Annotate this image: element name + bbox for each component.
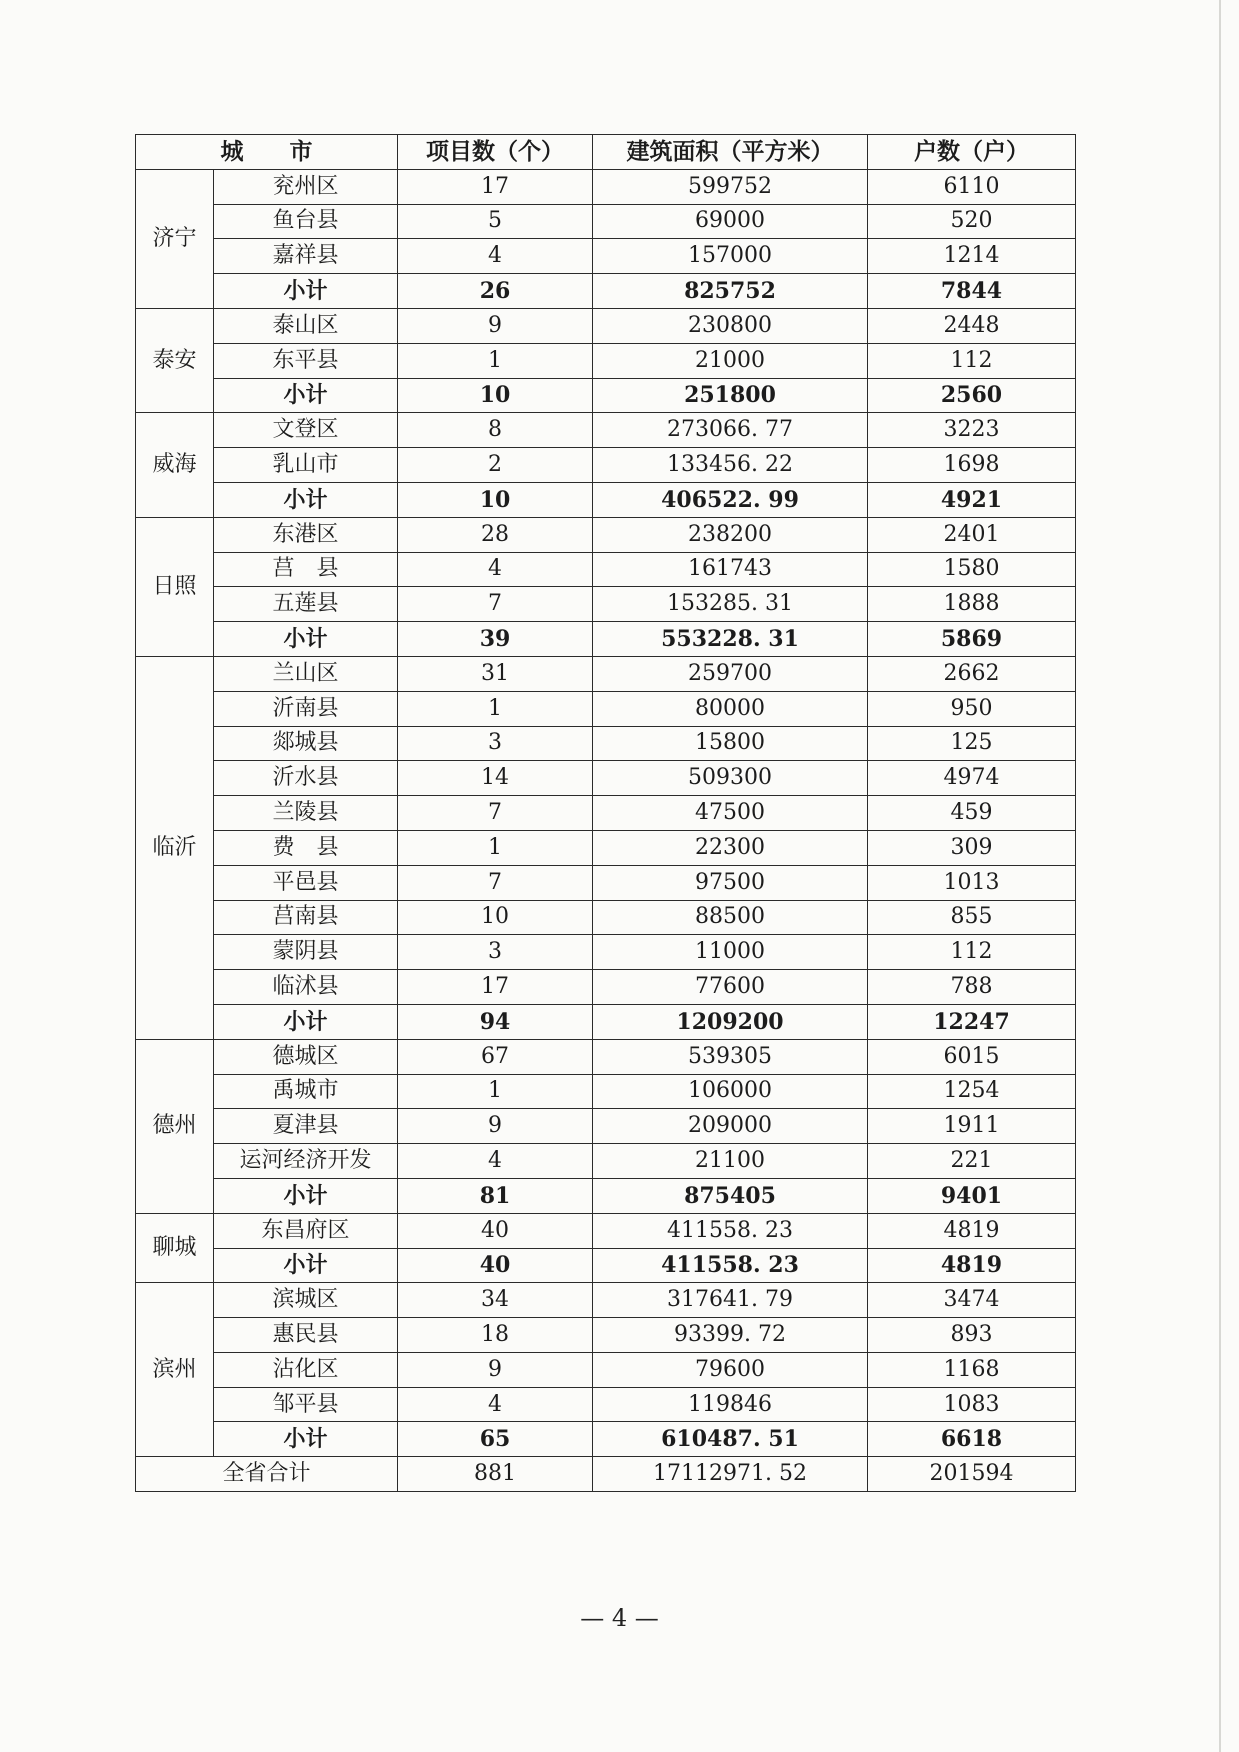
households-cell: 3474: [868, 1283, 1076, 1318]
count-cell: 26: [398, 274, 593, 309]
households-cell: 6110: [868, 169, 1076, 204]
area-cell: 599752: [593, 169, 868, 204]
count-cell: 7: [398, 865, 593, 900]
count-cell: 39: [398, 622, 593, 657]
grand-total-count: 881: [398, 1457, 593, 1492]
table-row: [136, 308, 1076, 343]
count-cell: 67: [398, 1039, 593, 1074]
households-cell: 7844: [868, 274, 1076, 309]
households-cell: 112: [868, 343, 1076, 378]
county-cell: 五莲县: [214, 587, 398, 622]
city-cell: 威海: [136, 413, 214, 517]
area-cell: 610487. 51: [593, 1422, 868, 1457]
county-cell: 文登区: [214, 413, 398, 448]
count-cell: 3: [398, 726, 593, 761]
header-count: 项目数（个）: [398, 135, 593, 170]
county-cell: 小计: [214, 482, 398, 517]
count-cell: 4: [398, 552, 593, 587]
households-cell: 1254: [868, 1074, 1076, 1109]
grand-total-households: 201594: [868, 1457, 1076, 1492]
subtotal-row: [136, 378, 1076, 413]
table-row: [136, 935, 1076, 970]
county-cell: 临沭县: [214, 970, 398, 1005]
table-row: [136, 796, 1076, 831]
table-row: [136, 169, 1076, 204]
households-cell: 1013: [868, 865, 1076, 900]
area-cell: 93399. 72: [593, 1318, 868, 1353]
subtotal-row: [136, 1422, 1076, 1457]
area-cell: 273066. 77: [593, 413, 868, 448]
area-cell: 509300: [593, 761, 868, 796]
households-cell: 520: [868, 204, 1076, 239]
area-cell: 209000: [593, 1109, 868, 1144]
table-row: [136, 656, 1076, 691]
households-cell: 1083: [868, 1387, 1076, 1422]
table-row: [136, 1318, 1076, 1353]
area-cell: 21000: [593, 343, 868, 378]
county-cell: 郯城县: [214, 726, 398, 761]
table-row: [136, 587, 1076, 622]
table-row: [136, 830, 1076, 865]
count-cell: 94: [398, 1004, 593, 1039]
area-cell: 238200: [593, 517, 868, 552]
count-cell: 1: [398, 343, 593, 378]
count-cell: 2: [398, 448, 593, 483]
subtotal-row: [136, 1178, 1076, 1213]
county-cell: 沾化区: [214, 1352, 398, 1387]
households-cell: 2662: [868, 656, 1076, 691]
county-cell: 费 县: [214, 830, 398, 865]
county-cell: 小计: [214, 378, 398, 413]
county-cell: 泰山区: [214, 308, 398, 343]
households-cell: 2448: [868, 308, 1076, 343]
county-cell: 兰山区: [214, 656, 398, 691]
households-cell: 4819: [868, 1248, 1076, 1283]
area-cell: 80000: [593, 691, 868, 726]
area-cell: 97500: [593, 865, 868, 900]
county-cell: 嘉祥县: [214, 239, 398, 274]
table-row: [136, 1213, 1076, 1248]
table-row: [136, 239, 1076, 274]
city-cell: 临沂: [136, 656, 214, 1039]
county-cell: 平邑县: [214, 865, 398, 900]
grand-total-label: 全省合计: [136, 1457, 398, 1492]
area-cell: 406522. 99: [593, 482, 868, 517]
households-cell: 1168: [868, 1352, 1076, 1387]
area-cell: 553228. 31: [593, 622, 868, 657]
count-cell: 10: [398, 900, 593, 935]
area-cell: 79600: [593, 1352, 868, 1387]
county-cell: 乳山市: [214, 448, 398, 483]
area-cell: 106000: [593, 1074, 868, 1109]
subtotal-row: [136, 622, 1076, 657]
count-cell: 18: [398, 1318, 593, 1353]
households-cell: 788: [868, 970, 1076, 1005]
households-cell: 9401: [868, 1178, 1076, 1213]
area-cell: 825752: [593, 274, 868, 309]
county-cell: 沂水县: [214, 761, 398, 796]
table-row: [136, 865, 1076, 900]
households-cell: 2401: [868, 517, 1076, 552]
count-cell: 9: [398, 308, 593, 343]
households-cell: 950: [868, 691, 1076, 726]
county-cell: 小计: [214, 274, 398, 309]
households-cell: 1580: [868, 552, 1076, 587]
count-cell: 17: [398, 970, 593, 1005]
households-cell: 221: [868, 1144, 1076, 1179]
households-cell: 1214: [868, 239, 1076, 274]
county-cell: 禹城市: [214, 1074, 398, 1109]
area-cell: 47500: [593, 796, 868, 831]
area-cell: 119846: [593, 1387, 868, 1422]
area-cell: 317641. 79: [593, 1283, 868, 1318]
table-row: [136, 1352, 1076, 1387]
area-cell: 133456. 22: [593, 448, 868, 483]
area-cell: 15800: [593, 726, 868, 761]
area-cell: 539305: [593, 1039, 868, 1074]
table-row: [136, 1144, 1076, 1179]
households-cell: 125: [868, 726, 1076, 761]
count-cell: 3: [398, 935, 593, 970]
area-cell: 153285. 31: [593, 587, 868, 622]
county-cell: 蒙阴县: [214, 935, 398, 970]
grand-total-area: 17112971. 52: [593, 1457, 868, 1492]
city-cell: 济宁: [136, 169, 214, 308]
table-row: [136, 761, 1076, 796]
county-cell: 小计: [214, 1004, 398, 1039]
households-cell: 1888: [868, 587, 1076, 622]
count-cell: 31: [398, 656, 593, 691]
table-row: [136, 517, 1076, 552]
subtotal-row: [136, 274, 1076, 309]
county-cell: 小计: [214, 1178, 398, 1213]
households-cell: 6015: [868, 1039, 1076, 1074]
table-row: [136, 900, 1076, 935]
count-cell: 8: [398, 413, 593, 448]
county-cell: 东港区: [214, 517, 398, 552]
county-cell: 德城区: [214, 1039, 398, 1074]
count-cell: 14: [398, 761, 593, 796]
county-cell: 鱼台县: [214, 204, 398, 239]
table-row: [136, 343, 1076, 378]
count-cell: 9: [398, 1352, 593, 1387]
count-cell: 4: [398, 1144, 593, 1179]
count-cell: 10: [398, 378, 593, 413]
households-cell: 4921: [868, 482, 1076, 517]
subtotal-row: [136, 1004, 1076, 1039]
city-cell: 日照: [136, 517, 214, 656]
county-cell: 小计: [214, 1248, 398, 1283]
households-cell: 12247: [868, 1004, 1076, 1039]
area-cell: 1209200: [593, 1004, 868, 1039]
county-cell: 惠民县: [214, 1318, 398, 1353]
households-cell: 893: [868, 1318, 1076, 1353]
table-row: [136, 448, 1076, 483]
area-cell: 69000: [593, 204, 868, 239]
area-cell: 259700: [593, 656, 868, 691]
header-households: 户数（户）: [868, 135, 1076, 170]
scan-edge: [1219, 0, 1221, 1752]
households-cell: 3223: [868, 413, 1076, 448]
households-cell: 309: [868, 830, 1076, 865]
count-cell: 1: [398, 1074, 593, 1109]
page-number: — 4 —: [580, 1604, 659, 1632]
count-cell: 65: [398, 1422, 593, 1457]
households-cell: 112: [868, 935, 1076, 970]
households-cell: 4974: [868, 761, 1076, 796]
table-row: [136, 726, 1076, 761]
households-cell: 5869: [868, 622, 1076, 657]
count-cell: 1: [398, 830, 593, 865]
count-cell: 4: [398, 1387, 593, 1422]
table-row: [136, 413, 1076, 448]
county-cell: 邹平县: [214, 1387, 398, 1422]
count-cell: 28: [398, 517, 593, 552]
area-cell: 11000: [593, 935, 868, 970]
table-row: [136, 691, 1076, 726]
count-cell: 17: [398, 169, 593, 204]
count-cell: 81: [398, 1178, 593, 1213]
city-cell: 滨州: [136, 1283, 214, 1457]
table-row: [136, 970, 1076, 1005]
county-cell: 夏津县: [214, 1109, 398, 1144]
area-cell: 88500: [593, 900, 868, 935]
city-cell: 德州: [136, 1039, 214, 1213]
table-header-row: [136, 135, 1076, 170]
county-cell: 兖州区: [214, 169, 398, 204]
count-cell: 5: [398, 204, 593, 239]
table-row: [136, 1109, 1076, 1144]
count-cell: 1: [398, 691, 593, 726]
table-row: [136, 1387, 1076, 1422]
county-cell: 莒 县: [214, 552, 398, 587]
county-cell: 小计: [214, 1422, 398, 1457]
count-cell: 7: [398, 796, 593, 831]
county-cell: 滨城区: [214, 1283, 398, 1318]
households-cell: 6618: [868, 1422, 1076, 1457]
count-cell: 40: [398, 1248, 593, 1283]
county-cell: 东平县: [214, 343, 398, 378]
area-cell: 411558. 23: [593, 1248, 868, 1283]
area-cell: 21100: [593, 1144, 868, 1179]
table-row: [136, 1283, 1076, 1318]
header-area: 建筑面积（平方米）: [593, 135, 868, 170]
table-row: [136, 1039, 1076, 1074]
area-cell: 875405: [593, 1178, 868, 1213]
households-cell: 1698: [868, 448, 1076, 483]
county-cell: 运河经济开发: [214, 1144, 398, 1179]
county-cell: 莒南县: [214, 900, 398, 935]
table-body: [136, 169, 1076, 1456]
table-row: [136, 204, 1076, 239]
count-cell: 34: [398, 1283, 593, 1318]
households-cell: 4819: [868, 1213, 1076, 1248]
header-city: 城 市: [136, 135, 398, 170]
households-cell: 459: [868, 796, 1076, 831]
count-cell: 40: [398, 1213, 593, 1248]
area-cell: 157000: [593, 239, 868, 274]
households-cell: 2560: [868, 378, 1076, 413]
county-cell: 小计: [214, 622, 398, 657]
table-row: [136, 1074, 1076, 1109]
count-cell: 10: [398, 482, 593, 517]
county-cell: 沂南县: [214, 691, 398, 726]
households-cell: 855: [868, 900, 1076, 935]
area-cell: 230800: [593, 308, 868, 343]
area-cell: 22300: [593, 830, 868, 865]
count-cell: 9: [398, 1109, 593, 1144]
subtotal-row: [136, 1248, 1076, 1283]
households-cell: 1911: [868, 1109, 1076, 1144]
area-cell: 251800: [593, 378, 868, 413]
count-cell: 4: [398, 239, 593, 274]
city-cell: 泰安: [136, 308, 214, 412]
subtotal-row: [136, 482, 1076, 517]
county-cell: 兰陵县: [214, 796, 398, 831]
housing-project-table: [135, 134, 1076, 1492]
county-cell: 东昌府区: [214, 1213, 398, 1248]
table-row: [136, 552, 1076, 587]
area-cell: 77600: [593, 970, 868, 1005]
area-cell: 161743: [593, 552, 868, 587]
city-cell: 聊城: [136, 1213, 214, 1283]
grand-total-row: [136, 1457, 1076, 1492]
area-cell: 411558. 23: [593, 1213, 868, 1248]
count-cell: 7: [398, 587, 593, 622]
